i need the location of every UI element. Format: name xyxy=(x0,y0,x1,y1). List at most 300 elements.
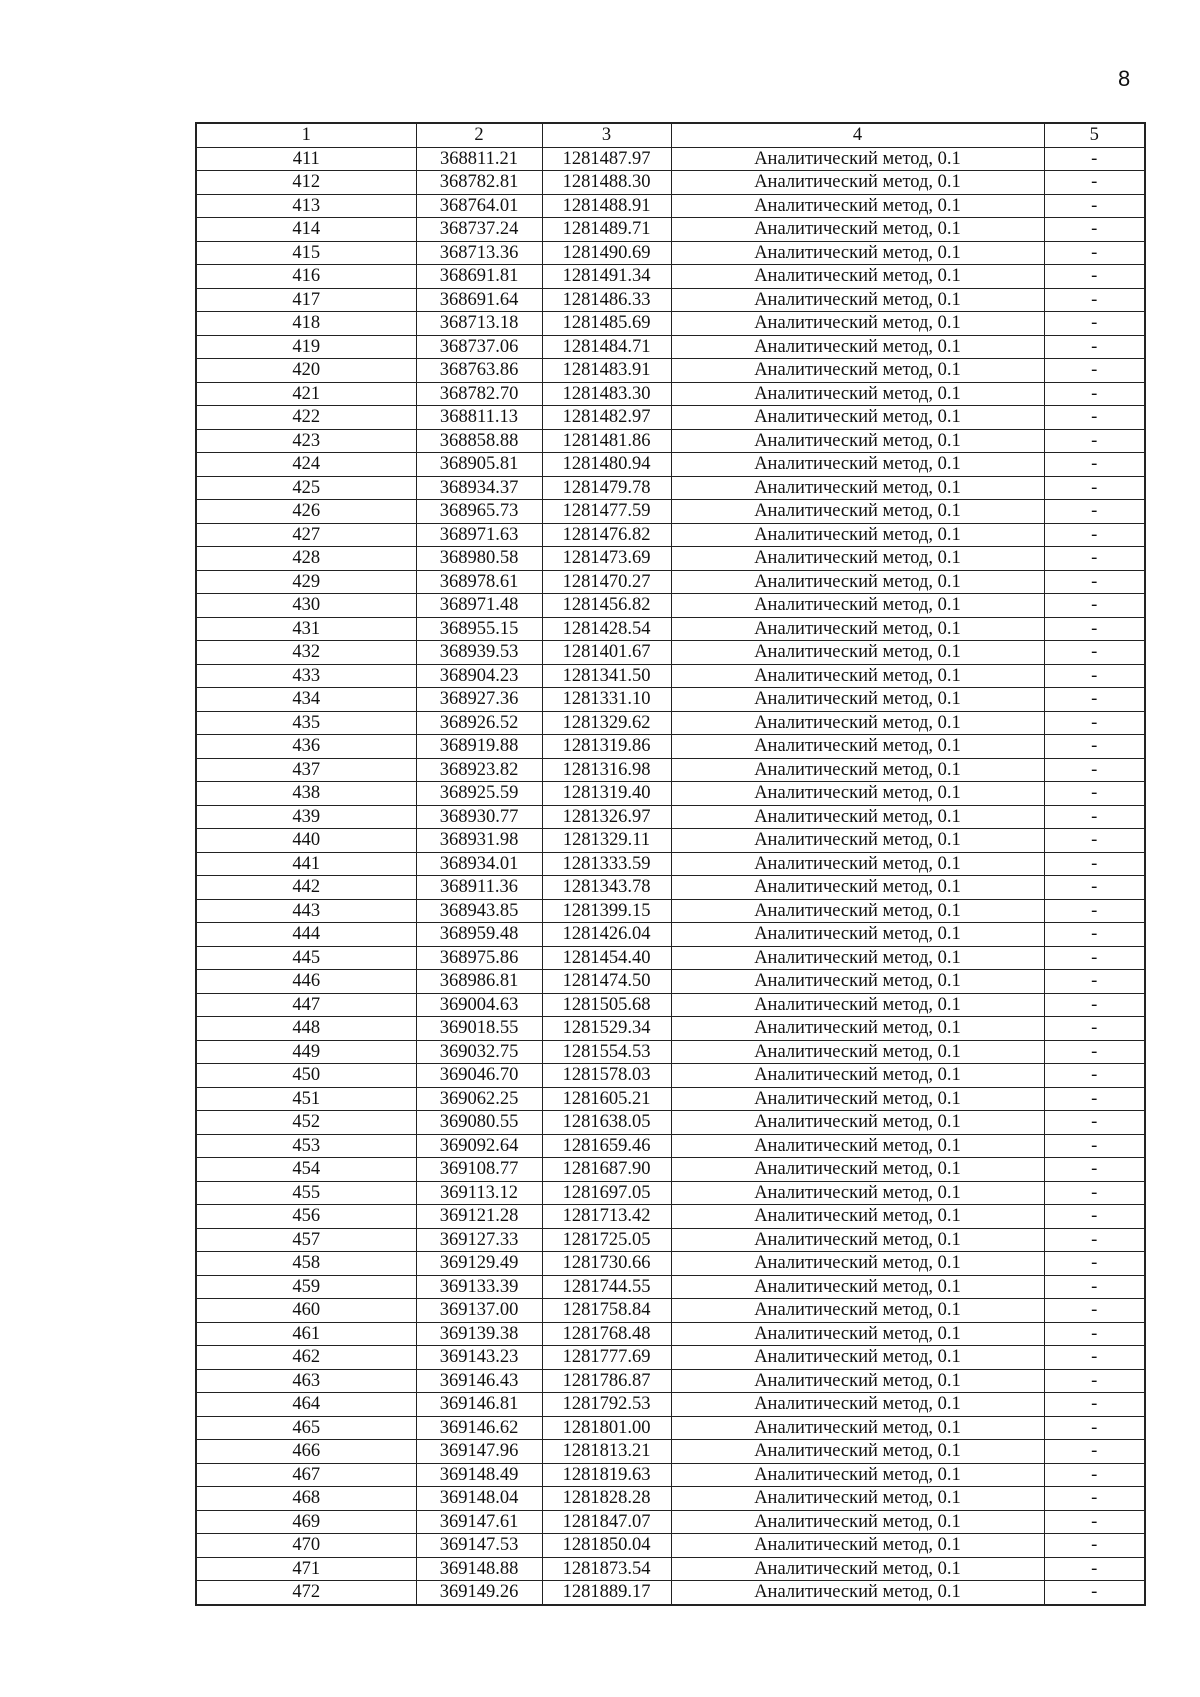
table-row xyxy=(196,664,1145,688)
method-cell: Аналитический метод, 0.1 xyxy=(671,1040,1044,1064)
method-cell: Аналитический метод, 0.1 xyxy=(671,1134,1044,1158)
y-coordinate-cell: 1281470.27 xyxy=(542,570,671,594)
y-coordinate-cell: 1281474.50 xyxy=(542,970,671,994)
method-cell: Аналитический метод, 0.1 xyxy=(671,218,1044,242)
note-cell: - xyxy=(1044,782,1145,806)
y-coordinate-cell: 1281485.69 xyxy=(542,312,671,336)
y-coordinate-cell: 1281777.69 xyxy=(542,1346,671,1370)
method-cell: Аналитический метод, 0.1 xyxy=(671,876,1044,900)
x-coordinate-cell: 368782.81 xyxy=(416,171,542,195)
note-cell: - xyxy=(1044,1440,1145,1464)
point-number-cell: 467 xyxy=(196,1463,416,1487)
x-coordinate-cell: 368926.52 xyxy=(416,711,542,735)
y-coordinate-cell: 1281725.05 xyxy=(542,1228,671,1252)
method-cell: Аналитический метод, 0.1 xyxy=(671,382,1044,406)
note-cell: - xyxy=(1044,1087,1145,1111)
y-coordinate-cell: 1281792.53 xyxy=(542,1393,671,1417)
point-number-cell: 457 xyxy=(196,1228,416,1252)
method-cell: Аналитический метод, 0.1 xyxy=(671,1275,1044,1299)
point-number-cell: 455 xyxy=(196,1181,416,1205)
point-number-cell: 425 xyxy=(196,476,416,500)
point-number-cell: 463 xyxy=(196,1369,416,1393)
method-cell: Аналитический метод, 0.1 xyxy=(671,1017,1044,1041)
table-row xyxy=(196,241,1145,265)
point-number-cell: 433 xyxy=(196,664,416,688)
note-cell: - xyxy=(1044,1346,1145,1370)
point-number-cell: 419 xyxy=(196,335,416,359)
note-cell: - xyxy=(1044,382,1145,406)
x-coordinate-cell: 369147.96 xyxy=(416,1440,542,1464)
method-cell: Аналитический метод, 0.1 xyxy=(671,1393,1044,1417)
x-coordinate-cell: 369143.23 xyxy=(416,1346,542,1370)
point-number-cell: 447 xyxy=(196,993,416,1017)
x-coordinate-cell: 369113.12 xyxy=(416,1181,542,1205)
point-number-cell: 469 xyxy=(196,1510,416,1534)
note-cell: - xyxy=(1044,359,1145,383)
x-coordinate-cell: 368713.36 xyxy=(416,241,542,265)
method-cell: Аналитический метод, 0.1 xyxy=(671,805,1044,829)
method-cell: Аналитический метод, 0.1 xyxy=(671,1228,1044,1252)
x-coordinate-cell: 369080.55 xyxy=(416,1111,542,1135)
x-coordinate-cell: 368986.81 xyxy=(416,970,542,994)
method-cell: Аналитический метод, 0.1 xyxy=(671,594,1044,618)
method-cell: Аналитический метод, 0.1 xyxy=(671,1440,1044,1464)
y-coordinate-cell: 1281454.40 xyxy=(542,946,671,970)
table-row xyxy=(196,641,1145,665)
x-coordinate-cell: 368737.24 xyxy=(416,218,542,242)
method-cell: Аналитический метод, 0.1 xyxy=(671,1064,1044,1088)
method-cell: Аналитический метод, 0.1 xyxy=(671,547,1044,571)
table-row xyxy=(196,1416,1145,1440)
point-number-cell: 427 xyxy=(196,523,416,547)
point-number-cell: 426 xyxy=(196,500,416,524)
y-coordinate-cell: 1281786.87 xyxy=(542,1369,671,1393)
table-row xyxy=(196,876,1145,900)
note-cell: - xyxy=(1044,218,1145,242)
method-cell: Аналитический метод, 0.1 xyxy=(671,171,1044,195)
y-coordinate-cell: 1281331.10 xyxy=(542,688,671,712)
x-coordinate-cell: 369139.38 xyxy=(416,1322,542,1346)
method-cell: Аналитический метод, 0.1 xyxy=(671,194,1044,218)
method-cell: Аналитический метод, 0.1 xyxy=(671,1205,1044,1229)
x-coordinate-cell: 369148.04 xyxy=(416,1487,542,1511)
x-coordinate-cell: 369062.25 xyxy=(416,1087,542,1111)
point-number-cell: 435 xyxy=(196,711,416,735)
note-cell: - xyxy=(1044,406,1145,430)
point-number-cell: 418 xyxy=(196,312,416,336)
x-coordinate-cell: 368934.37 xyxy=(416,476,542,500)
method-cell: Аналитический метод, 0.1 xyxy=(671,1087,1044,1111)
note-cell: - xyxy=(1044,1228,1145,1252)
x-coordinate-cell: 369018.55 xyxy=(416,1017,542,1041)
page-number: 8 xyxy=(1118,66,1131,91)
method-cell: Аналитический метод, 0.1 xyxy=(671,523,1044,547)
column-header-2: 2 xyxy=(416,123,542,147)
table-row xyxy=(196,171,1145,195)
x-coordinate-cell: 368811.21 xyxy=(416,147,542,171)
note-cell: - xyxy=(1044,1581,1145,1605)
point-number-cell: 454 xyxy=(196,1158,416,1182)
table-row xyxy=(196,1393,1145,1417)
x-coordinate-cell: 369147.53 xyxy=(416,1534,542,1558)
y-coordinate-cell: 1281399.15 xyxy=(542,899,671,923)
note-cell: - xyxy=(1044,1510,1145,1534)
point-number-cell: 470 xyxy=(196,1534,416,1558)
x-coordinate-cell: 368980.58 xyxy=(416,547,542,571)
method-cell: Аналитический метод, 0.1 xyxy=(671,1510,1044,1534)
x-coordinate-cell: 368959.48 xyxy=(416,923,542,947)
table-row xyxy=(196,1158,1145,1182)
note-cell: - xyxy=(1044,1487,1145,1511)
table-row xyxy=(196,570,1145,594)
method-cell: Аналитический метод, 0.1 xyxy=(671,1181,1044,1205)
method-cell: Аналитический метод, 0.1 xyxy=(671,500,1044,524)
x-coordinate-cell: 368911.36 xyxy=(416,876,542,900)
table-row xyxy=(196,617,1145,641)
table-row xyxy=(196,523,1145,547)
point-number-cell: 459 xyxy=(196,1275,416,1299)
note-cell: - xyxy=(1044,1463,1145,1487)
note-cell: - xyxy=(1044,547,1145,571)
x-coordinate-cell: 368925.59 xyxy=(416,782,542,806)
x-coordinate-cell: 369127.33 xyxy=(416,1228,542,1252)
point-number-cell: 421 xyxy=(196,382,416,406)
point-number-cell: 472 xyxy=(196,1581,416,1605)
point-number-cell: 460 xyxy=(196,1299,416,1323)
table-row xyxy=(196,1346,1145,1370)
note-cell: - xyxy=(1044,288,1145,312)
y-coordinate-cell: 1281768.48 xyxy=(542,1322,671,1346)
x-coordinate-cell: 368904.23 xyxy=(416,664,542,688)
table-row xyxy=(196,382,1145,406)
note-cell: - xyxy=(1044,711,1145,735)
point-number-cell: 448 xyxy=(196,1017,416,1041)
method-cell: Аналитический метод, 0.1 xyxy=(671,758,1044,782)
y-coordinate-cell: 1281659.46 xyxy=(542,1134,671,1158)
table-row xyxy=(196,594,1145,618)
y-coordinate-cell: 1281847.07 xyxy=(542,1510,671,1534)
x-coordinate-cell: 368927.36 xyxy=(416,688,542,712)
y-coordinate-cell: 1281319.40 xyxy=(542,782,671,806)
method-cell: Аналитический метод, 0.1 xyxy=(671,1299,1044,1323)
y-coordinate-cell: 1281697.05 xyxy=(542,1181,671,1205)
note-cell: - xyxy=(1044,1064,1145,1088)
note-cell: - xyxy=(1044,500,1145,524)
table-header-row xyxy=(196,123,1145,147)
x-coordinate-cell: 369032.75 xyxy=(416,1040,542,1064)
table-row xyxy=(196,735,1145,759)
x-coordinate-cell: 368971.48 xyxy=(416,594,542,618)
point-number-cell: 417 xyxy=(196,288,416,312)
note-cell: - xyxy=(1044,1205,1145,1229)
y-coordinate-cell: 1281488.30 xyxy=(542,171,671,195)
note-cell: - xyxy=(1044,594,1145,618)
x-coordinate-cell: 369129.49 xyxy=(416,1252,542,1276)
y-coordinate-cell: 1281476.82 xyxy=(542,523,671,547)
method-cell: Аналитический метод, 0.1 xyxy=(671,735,1044,759)
method-cell: Аналитический метод, 0.1 xyxy=(671,1252,1044,1276)
y-coordinate-cell: 1281638.05 xyxy=(542,1111,671,1135)
y-coordinate-cell: 1281479.78 xyxy=(542,476,671,500)
method-cell: Аналитический метод, 0.1 xyxy=(671,617,1044,641)
y-coordinate-cell: 1281483.91 xyxy=(542,359,671,383)
y-coordinate-cell: 1281889.17 xyxy=(542,1581,671,1605)
column-header-4: 4 xyxy=(671,123,1044,147)
point-number-cell: 452 xyxy=(196,1111,416,1135)
method-cell: Аналитический метод, 0.1 xyxy=(671,453,1044,477)
table-row xyxy=(196,1275,1145,1299)
method-cell: Аналитический метод, 0.1 xyxy=(671,570,1044,594)
method-cell: Аналитический метод, 0.1 xyxy=(671,288,1044,312)
y-coordinate-cell: 1281326.97 xyxy=(542,805,671,829)
table-row xyxy=(196,1040,1145,1064)
y-coordinate-cell: 1281730.66 xyxy=(542,1252,671,1276)
y-coordinate-cell: 1281456.82 xyxy=(542,594,671,618)
note-cell: - xyxy=(1044,617,1145,641)
y-coordinate-cell: 1281316.98 xyxy=(542,758,671,782)
note-cell: - xyxy=(1044,946,1145,970)
note-cell: - xyxy=(1044,241,1145,265)
x-coordinate-cell: 369092.64 xyxy=(416,1134,542,1158)
y-coordinate-cell: 1281529.34 xyxy=(542,1017,671,1041)
point-number-cell: 416 xyxy=(196,265,416,289)
y-coordinate-cell: 1281873.54 xyxy=(542,1557,671,1581)
method-cell: Аналитический метод, 0.1 xyxy=(671,711,1044,735)
point-number-cell: 453 xyxy=(196,1134,416,1158)
x-coordinate-cell: 368905.81 xyxy=(416,453,542,477)
x-coordinate-cell: 368930.77 xyxy=(416,805,542,829)
x-coordinate-cell: 369108.77 xyxy=(416,1158,542,1182)
y-coordinate-cell: 1281480.94 xyxy=(542,453,671,477)
y-coordinate-cell: 1281426.04 xyxy=(542,923,671,947)
table-row xyxy=(196,1299,1145,1323)
table-row xyxy=(196,265,1145,289)
table-row xyxy=(196,923,1145,947)
point-number-cell: 450 xyxy=(196,1064,416,1088)
point-number-cell: 422 xyxy=(196,406,416,430)
method-cell: Аналитический метод, 0.1 xyxy=(671,641,1044,665)
note-cell: - xyxy=(1044,171,1145,195)
method-cell: Аналитический метод, 0.1 xyxy=(671,1534,1044,1558)
note-cell: - xyxy=(1044,735,1145,759)
table-row xyxy=(196,453,1145,477)
table-row xyxy=(196,359,1145,383)
note-cell: - xyxy=(1044,429,1145,453)
point-number-cell: 437 xyxy=(196,758,416,782)
x-coordinate-cell: 368931.98 xyxy=(416,829,542,853)
note-cell: - xyxy=(1044,970,1145,994)
x-coordinate-cell: 369146.43 xyxy=(416,1369,542,1393)
x-coordinate-cell: 368955.15 xyxy=(416,617,542,641)
table-row xyxy=(196,406,1145,430)
x-coordinate-cell: 368934.01 xyxy=(416,852,542,876)
x-coordinate-cell: 368919.88 xyxy=(416,735,542,759)
note-cell: - xyxy=(1044,1017,1145,1041)
method-cell: Аналитический метод, 0.1 xyxy=(671,993,1044,1017)
note-cell: - xyxy=(1044,476,1145,500)
table-row xyxy=(196,852,1145,876)
table-row xyxy=(196,1064,1145,1088)
x-coordinate-cell: 368975.86 xyxy=(416,946,542,970)
method-cell: Аналитический метод, 0.1 xyxy=(671,1416,1044,1440)
y-coordinate-cell: 1281801.00 xyxy=(542,1416,671,1440)
method-cell: Аналитический метод, 0.1 xyxy=(671,429,1044,453)
table-row xyxy=(196,1510,1145,1534)
table-body xyxy=(196,147,1145,1605)
x-coordinate-cell: 369146.81 xyxy=(416,1393,542,1417)
table-row xyxy=(196,899,1145,923)
note-cell: - xyxy=(1044,335,1145,359)
note-cell: - xyxy=(1044,1181,1145,1205)
method-cell: Аналитический метод, 0.1 xyxy=(671,1369,1044,1393)
table-row xyxy=(196,1087,1145,1111)
x-coordinate-cell: 368939.53 xyxy=(416,641,542,665)
method-cell: Аналитический метод, 0.1 xyxy=(671,476,1044,500)
table-row xyxy=(196,1440,1145,1464)
table-row xyxy=(196,429,1145,453)
method-cell: Аналитический метод, 0.1 xyxy=(671,923,1044,947)
table-row xyxy=(196,829,1145,853)
note-cell: - xyxy=(1044,1040,1145,1064)
point-number-cell: 430 xyxy=(196,594,416,618)
note-cell: - xyxy=(1044,312,1145,336)
y-coordinate-cell: 1281329.62 xyxy=(542,711,671,735)
method-cell: Аналитический метод, 0.1 xyxy=(671,265,1044,289)
note-cell: - xyxy=(1044,876,1145,900)
method-cell: Аналитический метод, 0.1 xyxy=(671,1487,1044,1511)
y-coordinate-cell: 1281819.63 xyxy=(542,1463,671,1487)
note-cell: - xyxy=(1044,852,1145,876)
y-coordinate-cell: 1281505.68 xyxy=(542,993,671,1017)
point-number-cell: 462 xyxy=(196,1346,416,1370)
point-number-cell: 429 xyxy=(196,570,416,594)
point-number-cell: 423 xyxy=(196,429,416,453)
point-number-cell: 413 xyxy=(196,194,416,218)
y-coordinate-cell: 1281483.30 xyxy=(542,382,671,406)
table-row xyxy=(196,335,1145,359)
table-row xyxy=(196,1534,1145,1558)
point-number-cell: 464 xyxy=(196,1393,416,1417)
note-cell: - xyxy=(1044,1275,1145,1299)
note-cell: - xyxy=(1044,641,1145,665)
note-cell: - xyxy=(1044,899,1145,923)
y-coordinate-cell: 1281850.04 xyxy=(542,1534,671,1558)
note-cell: - xyxy=(1044,453,1145,477)
table-row xyxy=(196,147,1145,171)
table-row xyxy=(196,547,1145,571)
point-number-cell: 412 xyxy=(196,171,416,195)
table-row xyxy=(196,218,1145,242)
table-row xyxy=(196,1181,1145,1205)
table-row xyxy=(196,1134,1145,1158)
coordinates-table xyxy=(195,122,1146,1606)
y-coordinate-cell: 1281489.71 xyxy=(542,218,671,242)
x-coordinate-cell: 368965.73 xyxy=(416,500,542,524)
note-cell: - xyxy=(1044,147,1145,171)
point-number-cell: 458 xyxy=(196,1252,416,1276)
note-cell: - xyxy=(1044,1252,1145,1276)
x-coordinate-cell: 368764.01 xyxy=(416,194,542,218)
x-coordinate-cell: 368971.63 xyxy=(416,523,542,547)
method-cell: Аналитический метод, 0.1 xyxy=(671,899,1044,923)
y-coordinate-cell: 1281744.55 xyxy=(542,1275,671,1299)
x-coordinate-cell: 369046.70 xyxy=(416,1064,542,1088)
y-coordinate-cell: 1281477.59 xyxy=(542,500,671,524)
y-coordinate-cell: 1281490.69 xyxy=(542,241,671,265)
y-coordinate-cell: 1281486.33 xyxy=(542,288,671,312)
note-cell: - xyxy=(1044,570,1145,594)
point-number-cell: 428 xyxy=(196,547,416,571)
y-coordinate-cell: 1281813.21 xyxy=(542,1440,671,1464)
x-coordinate-cell: 369146.62 xyxy=(416,1416,542,1440)
point-number-cell: 449 xyxy=(196,1040,416,1064)
note-cell: - xyxy=(1044,1534,1145,1558)
table-row xyxy=(196,288,1145,312)
note-cell: - xyxy=(1044,829,1145,853)
table-row xyxy=(196,946,1145,970)
note-cell: - xyxy=(1044,758,1145,782)
table-row xyxy=(196,1369,1145,1393)
y-coordinate-cell: 1281473.69 xyxy=(542,547,671,571)
note-cell: - xyxy=(1044,805,1145,829)
column-header-1: 1 xyxy=(196,123,416,147)
table-row xyxy=(196,1017,1145,1041)
method-cell: Аналитический метод, 0.1 xyxy=(671,1346,1044,1370)
note-cell: - xyxy=(1044,1322,1145,1346)
point-number-cell: 445 xyxy=(196,946,416,970)
table-row xyxy=(196,1557,1145,1581)
y-coordinate-cell: 1281491.34 xyxy=(542,265,671,289)
x-coordinate-cell: 369137.00 xyxy=(416,1299,542,1323)
y-coordinate-cell: 1281482.97 xyxy=(542,406,671,430)
method-cell: Аналитический метод, 0.1 xyxy=(671,1557,1044,1581)
note-cell: - xyxy=(1044,1111,1145,1135)
point-number-cell: 443 xyxy=(196,899,416,923)
table-row xyxy=(196,993,1145,1017)
method-cell: Аналитический метод, 0.1 xyxy=(671,970,1044,994)
x-coordinate-cell: 369147.61 xyxy=(416,1510,542,1534)
table-row xyxy=(196,1322,1145,1346)
table-row xyxy=(196,194,1145,218)
method-cell: Аналитический метод, 0.1 xyxy=(671,335,1044,359)
x-coordinate-cell: 368691.64 xyxy=(416,288,542,312)
table-row xyxy=(196,711,1145,735)
method-cell: Аналитический метод, 0.1 xyxy=(671,688,1044,712)
x-coordinate-cell: 368782.70 xyxy=(416,382,542,406)
point-number-cell: 415 xyxy=(196,241,416,265)
y-coordinate-cell: 1281488.91 xyxy=(542,194,671,218)
y-coordinate-cell: 1281329.11 xyxy=(542,829,671,853)
method-cell: Аналитический метод, 0.1 xyxy=(671,829,1044,853)
point-number-cell: 440 xyxy=(196,829,416,853)
method-cell: Аналитический метод, 0.1 xyxy=(671,359,1044,383)
table-row xyxy=(196,500,1145,524)
method-cell: Аналитический метод, 0.1 xyxy=(671,1111,1044,1135)
point-number-cell: 434 xyxy=(196,688,416,712)
x-coordinate-cell: 369133.39 xyxy=(416,1275,542,1299)
column-header-5: 5 xyxy=(1044,123,1145,147)
x-coordinate-cell: 369148.49 xyxy=(416,1463,542,1487)
y-coordinate-cell: 1281481.86 xyxy=(542,429,671,453)
table-row xyxy=(196,782,1145,806)
point-number-cell: 466 xyxy=(196,1440,416,1464)
point-number-cell: 471 xyxy=(196,1557,416,1581)
method-cell: Аналитический метод, 0.1 xyxy=(671,147,1044,171)
y-coordinate-cell: 1281341.50 xyxy=(542,664,671,688)
point-number-cell: 414 xyxy=(196,218,416,242)
x-coordinate-cell: 368737.06 xyxy=(416,335,542,359)
y-coordinate-cell: 1281605.21 xyxy=(542,1087,671,1111)
